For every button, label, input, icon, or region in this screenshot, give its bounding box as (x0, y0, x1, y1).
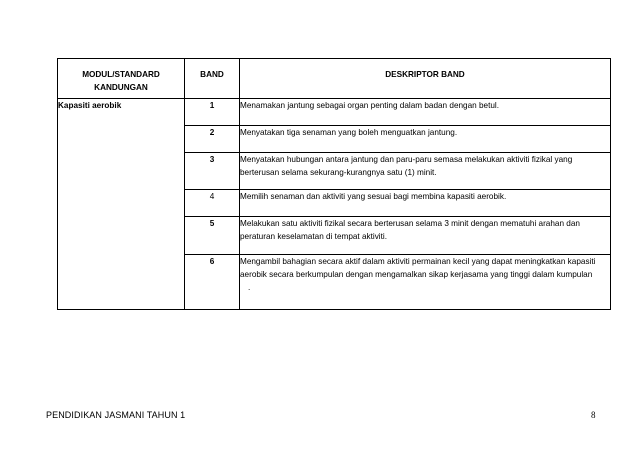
modul-value: Kapasiti aerobik (58, 101, 122, 110)
header-descriptor: DESKRIPTOR BAND (240, 59, 611, 99)
band-cell: 2 (185, 126, 240, 153)
band-cell: 5 (185, 217, 240, 255)
table-header-row (58, 59, 611, 99)
band-descriptor-table (57, 58, 611, 310)
band-cell: 4 (185, 190, 240, 217)
descriptor-cell: Menamakan jantung sebagai organ penting dalam badan dengan betul. (240, 99, 611, 126)
band-cell: 6 (185, 255, 240, 310)
descriptor-text: Mengambil bahagian secara aktif dalam aktiviti permainan kecil yang dapat meningkatkan kapasiti aerobik secara berkumpulan dengan mengamalkan sikap kerjasama yang tinggi dalam kumpulan (240, 257, 596, 279)
footer-title: PENDIDIKAN JASMANI TAHUN 1 (46, 410, 186, 420)
descriptor-cell: Menyatakan hubungan antara jantung dan paru-paru semasa melakukan aktiviti fizikal yang berterusan selama sekurang-kurangnya satu (1) minit. (240, 153, 611, 190)
descriptor-cell: Menyatakan tiga senaman yang boleh menguatkan jantung. (240, 126, 611, 153)
band-cell: 1 (185, 99, 240, 126)
band-cell: 3 (185, 153, 240, 190)
header-band: BAND (185, 59, 240, 99)
modul-cell (58, 99, 185, 310)
descriptor-cell (240, 255, 611, 310)
page-number: 8 (591, 410, 596, 420)
descriptor-cell: Memilih senaman dan aktiviti yang sesuai bagi membina kapasiti aerobik. (240, 190, 611, 217)
descriptor-trailing-mark: . (248, 283, 251, 292)
descriptor-cell: Melakukan satu aktiviti fizikal secara berterusan selama 3 minit dengan mematuhi arahan dan peraturan keselamatan di tempat aktiviti. (240, 217, 611, 255)
table-row (58, 99, 611, 126)
header-modul-standard: MODUL/STANDARD KANDUNGAN (58, 59, 185, 99)
